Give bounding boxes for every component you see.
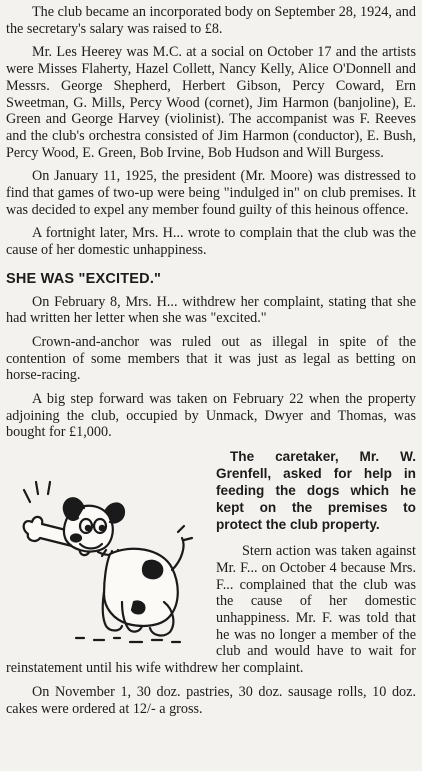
dog-with-bone-cartoon-icon [6,452,206,657]
paragraph-november-order: On November 1, 30 doz. pastries, 30 doz. sausage rolls, 10 doz. cakes were ordered at 12/- a gross. [6,683,416,717]
paragraph-incorporation: The club became an incorporated body on September 28, 1924, and the secretary's salary was raised to £8. [6,4,416,37]
illustrated-block [6,448,416,684]
paragraph-two-up: On January 11, 1925, the president (Mr. Moore) was distressed to find that games of two-up were being "indulged in" on club premises. It was decided to expel any member found guilty of this heinous offence. [6,168,416,218]
paragraph-social-artists: Mr. Les Heerey was M.C. at a social on October 17 and the artists were Misses Flaherty, Hazel Collett, Nancy Kelly, Alice O'Donnell and Messrs. George Shepherd, Herbert Gibson, Percy Coward, Ern Sweetman, G. Mills, Percy Wood (cornet), Jim Harmon (banjoline), E. Green and George Harvey (violinist). The accompanist was F. Reeves and the club's orchestra consisted of Jim Harmon (conductor), E. Bush, Percy Wood, E. Green, Bob Irvine, Bob Hudson and Will Burgess. [6,44,416,161]
section-heading: SHE WAS "EXCITED." [6,270,162,287]
document-page [6,4,416,724]
caretaker-callout: The caretaker, Mr. W. Grenfell, asked for help in feeding the dogs which he kept on the premises to protect the club property. [216,449,416,533]
dog-illustration [6,452,206,657]
paragraph-withdrew: On February 8, Mrs. H... withdrew her complaint, stating that she had written her letter when she was "excited." [6,293,416,327]
paragraph-property-purchase: A big step forward was taken on February 22 when the property adjoining the club, occupied by Unmack, Dwyer and Thomas, was bought for £1,000. [6,391,416,441]
paragraph-stern-action: Stern action was taken against Mr. F... on October 4 because Mrs. F... complained that the club was the cause of her domestic unhappiness. Mr. F. was told that he was no longer a member of the club and would have to wait for reinstatement until his wife withdrew her complaint. [6,543,416,677]
paragraph-complaint: A fortnight later, Mrs. H... wrote to complain that the club was the cause of her domestic unhappiness. [6,225,416,259]
paragraph-crown-and-anchor: Crown-and-anchor was ruled out as illegal in spite of the contention of some members that it was just as legal as betting on horse-racing. [6,333,416,384]
